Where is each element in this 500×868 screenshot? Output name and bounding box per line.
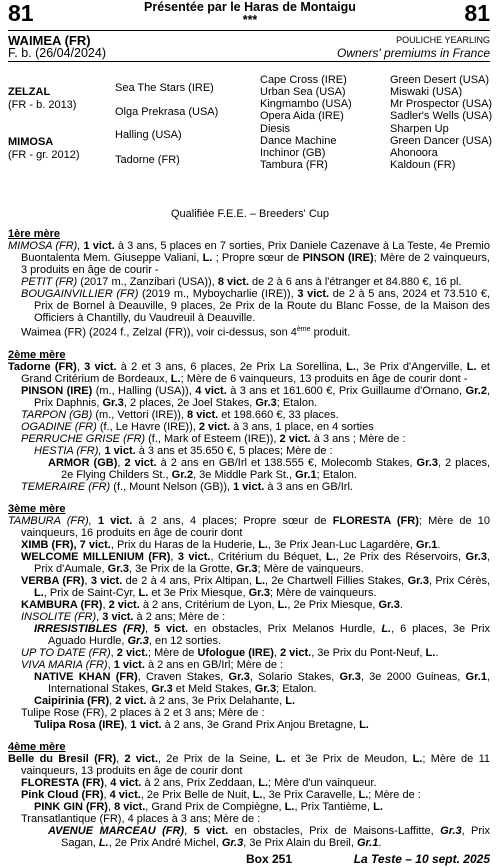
top-rule	[8, 30, 490, 31]
produce-line: PETIT (FR) (2017 m., Zanzibari (USA)), 8 vict. de 2 à 6 ans à l'étranger et 84.880 €, 16 pl.	[21, 276, 462, 288]
pedigree-g3: Cape Cross (IRE)	[260, 74, 347, 86]
catalogue-body	[8, 222, 490, 849]
dam-paragraph: Belle du Bresil (FR), 2 vict., 2e Prix de la Seine, L. et 3e Prix de Meudon, L.; Mère de 11 vainqueurs, 13 produits en âge de courir dont	[8, 752, 490, 777]
produce-line: KAMBURA (FR), 2 vict. à 2 ans, Critérium de Lyon, L., 2e Prix Miesque, Gr.3.	[21, 598, 403, 611]
produce-line: UP TO DATE (FR), 2 vict.; Mère de Ufologue (IRE), 2 vict., 3e Prix du Pont-Neuf, L..	[21, 646, 439, 659]
section-heading: 2ème mère	[8, 348, 66, 361]
produce-line: BOUGAINVILLIER (FR) (2019 m., Myboycharlie (IRE)), 3 vict. de 2 à 5 ans, 2024 et 73.510 €, Prix de Bornel à Deauville, 9 places, 2e Prix de la Route du Blanc Fosse, de la Maison des Officiers à Chantilly, du Vaudreuil à Deauville.	[21, 288, 491, 324]
section-heading: 4ème mère	[8, 740, 66, 753]
produce-line: Tulipe Rose (FR), 2 places à 2 et 3 ans; Mère de :	[21, 706, 265, 719]
produce-line: PINSON (IRE) (m., Halling (USA)), 4 vict. à 3 ans et 161.600 €, Prix Guillaume d'Ornano, Gr.2, Prix Daphnis, Gr.3, 2 places, 2e Joel Stakes, Gr.3; Etalon.	[21, 384, 490, 409]
produce-line: VERBA (FR), 3 vict. de 2 à 4 ans, Prix Altipan, L., 2e Chartwell Fillies Stakes, Gr.3, Prix Cérès, L., Prix de Saint-Cyr, L. et 3e Prix Miesque, Gr.3; Mère de vainqueurs.	[21, 574, 491, 599]
produce-line: WELCOME MILLENIUM (FR), 3 vict., Critérium du Béquet, L., 2e Prix des Réservoirs, Gr.3, Prix d'Aumale, Gr.3, 3e Prix de la Grotte, Gr.3; Mère de vainqueurs.	[21, 550, 490, 575]
lot-number-right: 81	[464, 0, 490, 26]
pedigree-g2: Sea The Stars (IRE)	[115, 82, 214, 94]
produce-line: NATIVE KHAN (FR), Craven Stakes, Gr.3, Solario Stakes, Gr.3, 3e 2000 Guineas, Gr.1, International Stakes, Gr.3 et Meld Stakes, Gr.3; Etalon.	[34, 670, 490, 695]
stars: ***	[242, 13, 258, 27]
pedigree-g3: Inchinor (GB)	[260, 147, 326, 159]
footer-event: La Teste – 10 sept. 2025	[353, 852, 490, 866]
pedigree-g4: Sadler's Wells (USA)	[390, 110, 493, 122]
pedigree-g2: Olga Prekrasa (USA)	[115, 106, 219, 118]
pedigree-g3: Opera Aida (IRE)	[260, 110, 344, 122]
horse-name: WAIMEA (FR)	[8, 33, 91, 48]
produce-line: Pink Cloud (FR), 4 vict., 2e Prix Belle de Nuit, L., 3e Prix Caravelle, L.; Mère de :	[21, 788, 421, 801]
pedigree-g4: Miswaki (USA)	[390, 86, 463, 98]
produce-line: Transatlantique (FR), 4 places à 3 ans; Mère de :	[21, 812, 261, 825]
produce-line: ARMOR (GB), 2 vict. à 2 ans en GB/Irl et 138.555 €, Molecomb Stakes, Gr.3, 2 places, 2e Flying Childers St., Gr.2, 3e Middle Park St., Gr.1; Etalon.	[48, 456, 490, 481]
produce-line: FLORESTA (FR), 4 vict. à 2 ans, Prix Zeddaan, L.; Mère d'un vainqueur.	[21, 776, 377, 789]
footer-box: Box 251	[246, 852, 293, 866]
presenter-text: Présentée par le Haras de Montaigu	[144, 0, 356, 14]
produce-line: AVENUE MARCEAU (FR), 5 vict. en obstacles, Prix de Maisons-Laffitte, Gr.3, Prix Sagan, L., 2e Prix André Michel, Gr.3, 3e Prix Alain du Breil, Gr.1.	[48, 824, 490, 849]
dam-paragraph: Tadorne (FR), 3 vict. à 2 et 3 ans, 6 places, 2e Prix La Sorellina, L., 3e Prix d'Angerville, L. et Grand Critérium de Bordeaux, L.; Mère de 6 vainqueurs, 13 produits en âge de courir dont -	[8, 360, 490, 385]
produce-line: INSOLITE (FR), 3 vict. à 2 ans; Mère de :	[21, 610, 226, 623]
pedigree-g2: Halling (USA)	[115, 129, 182, 141]
produce-line: IRRESISTIBLES (FR), 5 vict. en obstacles, Prix Melanos Hurdle, L., 6 places, 3e Prix Aguado Hurdle, Gr.3, en 12 sorties.	[34, 622, 490, 647]
pedigree-sire-info: (FR - b. 2013)	[8, 99, 77, 111]
produce-line: HESTIA (FR), 1 vict. à 3 ans et 35.650 €, 5 places; Mère de :	[34, 444, 333, 457]
produce-line: Caipirinia (FR), 2 vict. à 2 ans, 3e Prix Delahante, L.	[34, 694, 296, 707]
produce-line: Tulipa Rosa (IRE), 1 vict. à 2 ans, 3e Grand Prix Anjou Bretagne, L.	[34, 718, 369, 731]
produce-line: XIMB (FR), 7 vict., Prix du Haras de la Huderie, L., 3e Prix Jean-Luc Lagardère, Gr.1.	[21, 538, 441, 551]
horse-birth: F. b. (26/04/2024)	[8, 46, 106, 60]
presenter	[0, 1, 500, 27]
pedigree-g4: Green Dancer (USA)	[390, 135, 493, 147]
produce-line: Waimea (FR) (2024 f., Zelzal (FR)), voir ci-dessus, son 4ème produit.	[21, 326, 351, 339]
produce-line: PERRUCHE GRISE (FR) (f., Mark of Esteem (IRE)), 2 vict. à 3 ans ; Mère de :	[21, 432, 406, 445]
mid-rule	[8, 61, 490, 62]
dam-paragraph: TAMBURA (FR), 1 vict. à 2 ans, 4 places; Propre sœur de FLORESTA (FR); Mère de 10 vainqueurs, 16 produits en âge de courir dont	[8, 514, 490, 539]
pedigree-g3: Urban Sea (USA)	[260, 86, 346, 98]
pedigree-sire: ZELZAL	[8, 86, 51, 98]
pedigree-dam: MIMOSA	[8, 136, 54, 148]
pedigree-g3: Kingmambo (USA)	[260, 98, 352, 110]
pedigree-g2: Tadorne (FR)	[115, 154, 180, 166]
pedigree-g3: Dance Machine	[260, 135, 337, 147]
pedigree-g3: Tambura (FR)	[260, 159, 328, 171]
section-heading: 1ère mère	[8, 228, 60, 240]
produce-line: TARPON (GB) (m., Vettori (IRE)), 8 vict. et 198.660 €, 33 places.	[21, 408, 339, 421]
produce-line: VIVA MARIA (FR), 1 vict. à 2 ans en GB/Irl; Mère de :	[21, 658, 284, 671]
pedigree-g4: Ahonoora	[390, 147, 438, 159]
owner-premiums: Owners' premiums in France	[337, 46, 490, 60]
dam-paragraph: MIMOSA (FR), 1 vict. à 3 ans, 5 places en 7 sorties, Prix Daniele Cazenave à La Teste, 4e Premio Buontalenta Mem. Giuseppe Valiani, L. ; Propre sœur de PINSON (IRE); Mère de 2 vainqueurs, 3 produits en âge de courir -	[8, 240, 490, 276]
pedigree-g4: Green Desert (USA)	[390, 74, 490, 86]
horse-category: POULICHE YEARLING	[396, 35, 490, 45]
produce-line: TEMERAIRE (FR) (f., Mount Nelson (GB)), 1 vict. à 3 ans en GB/Irl.	[21, 480, 353, 493]
pedigree-g4: Kaldoun (FR)	[390, 159, 456, 171]
section-heading: 3ème mère	[8, 502, 66, 515]
pedigree-g4: Sharpen Up	[390, 123, 449, 135]
lot-number: 81	[8, 0, 34, 26]
pedigree-g3: Diesis	[260, 123, 290, 135]
pedigree-g4: Mr Prospector (USA)	[390, 98, 493, 110]
produce-line: PINK GIN (FR), 8 vict., Grand Prix de Compiègne, L., Prix Tantième, L.	[34, 800, 383, 813]
produce-line: OGADINE (FR) (f., Le Havre (IRE)), 2 vict. à 3 ans, 1 place, en 4 sorties	[21, 420, 374, 433]
qualification: Qualifiée F.E.E. – Breeders' Cup	[170, 208, 329, 220]
pedigree-dam-info: (FR - gr. 2012)	[8, 149, 80, 161]
